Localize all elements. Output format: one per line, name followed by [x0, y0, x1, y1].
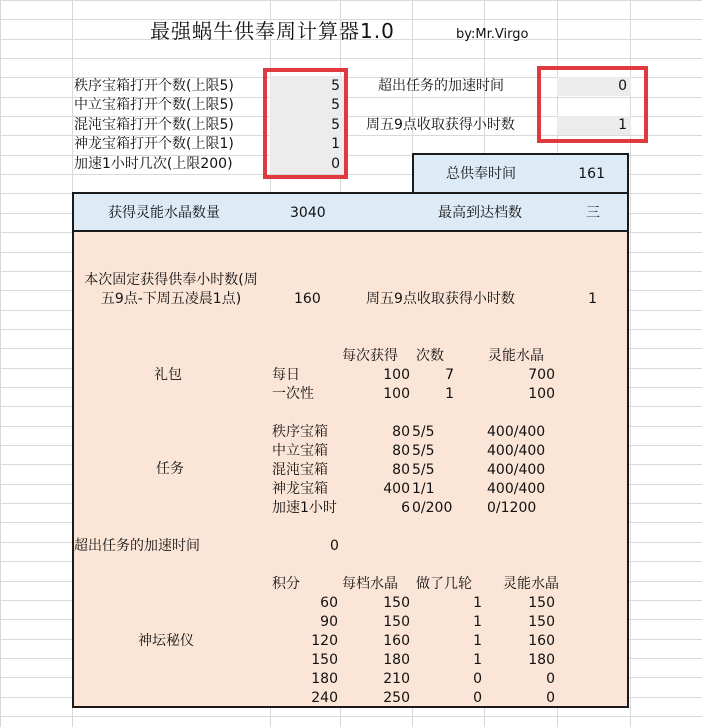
altar-row-crystal: 0	[546, 671, 555, 687]
extra-speed-label: 超出任务的加速时间	[378, 78, 504, 94]
task-row-count: 1/1	[412, 481, 435, 497]
altar-row-points: 90	[320, 614, 338, 630]
altar-row-crystal: 0	[546, 690, 555, 706]
input-label-dragon-chest: 神龙宝箱打开个数(上限1)	[74, 136, 234, 152]
altar-row-per: 210	[383, 671, 410, 687]
gift-section-label: 礼包	[154, 367, 182, 383]
gift-header-count: 次数	[416, 348, 444, 364]
extra-speed-summary-label: 超出任务的加速时间	[74, 538, 200, 554]
altar-row-crystal: 160	[528, 633, 555, 649]
gift-row-per: 100	[383, 367, 410, 383]
altar-row-rounds: 1	[473, 595, 482, 611]
fixed-friday-value: 1	[588, 291, 597, 307]
total-label: 总供奉时间	[446, 166, 516, 182]
fixed-friday-label: 周五9点收取获得小时数	[366, 291, 515, 307]
crystal-value: 3040	[290, 205, 326, 221]
task-row-count: 0/200	[412, 500, 453, 516]
gift-row-name: 一次性	[272, 386, 314, 402]
task-row-name: 中立宝箱	[272, 443, 328, 459]
gift-header-crystal: 灵能水晶	[488, 348, 544, 364]
input-label-order-chest: 秩序宝箱打开个数(上限5)	[74, 78, 234, 94]
task-row-per: 6	[401, 500, 410, 516]
task-row-name: 混沌宝箱	[272, 462, 328, 478]
input-neutral-chest[interactable]: 5	[331, 97, 340, 113]
task-row-count: 5/5	[412, 443, 435, 459]
task-row-per: 80	[392, 443, 410, 459]
altar-row-crystal: 180	[528, 652, 555, 668]
altar-row-per: 150	[383, 614, 410, 630]
input-order-chest[interactable]: 5	[331, 78, 340, 94]
task-row-name: 加速1小时	[272, 500, 337, 516]
altar-section-label: 神坛秘仪	[138, 633, 194, 649]
fixed-hours-label: 本次固定获得供奉小时数(周五9点-下周五凌晨1点)	[84, 272, 258, 307]
task-row-name: 秩序宝箱	[272, 424, 328, 440]
task-row-per: 400	[383, 481, 410, 497]
crystal-label: 获得灵能水晶数量	[108, 205, 220, 221]
task-row-name: 神龙宝箱	[272, 481, 328, 497]
gift-row-crystal: 100	[528, 386, 555, 402]
total-value: 161	[578, 166, 605, 182]
extra-speed-input[interactable]: 0	[618, 78, 627, 94]
gift-header-per: 每次获得	[342, 348, 398, 364]
gift-row-per: 100	[383, 386, 410, 402]
gift-row-count: 7	[445, 367, 454, 383]
altar-row-points: 240	[311, 690, 338, 706]
altar-row-per: 160	[383, 633, 410, 649]
fixed-hours-value: 160	[294, 291, 321, 307]
input-label-speedup: 加速1小时几次(上限200)	[74, 156, 233, 172]
task-row-count: 5/5	[412, 424, 435, 440]
altar-row-per: 150	[383, 595, 410, 611]
input-chaos-chest[interactable]: 5	[331, 117, 340, 133]
gift-row-count: 1	[445, 386, 454, 402]
altar-row-points: 150	[311, 652, 338, 668]
task-section-label: 任务	[156, 461, 184, 477]
altar-row-points: 180	[311, 671, 338, 687]
input-dragon-chest[interactable]: 1	[331, 136, 340, 152]
altar-row-rounds: 0	[473, 671, 482, 687]
altar-header-rounds: 做了几轮	[416, 576, 472, 592]
input-highlight-box-right	[537, 66, 648, 143]
gift-row-name: 每日	[272, 367, 300, 383]
input-label-neutral-chest: 中立宝箱打开个数(上限5)	[74, 97, 234, 113]
altar-row-rounds: 1	[473, 633, 482, 649]
friday-hours-input[interactable]: 1	[618, 117, 627, 133]
altar-row-rounds: 0	[473, 690, 482, 706]
altar-row-crystal: 150	[528, 614, 555, 630]
altar-header-per: 每档水晶	[342, 576, 398, 592]
task-row-crystal: 0/1200	[487, 500, 537, 516]
author-credit: by:Mr.Virgo	[456, 27, 529, 42]
altar-row-points: 60	[320, 595, 338, 611]
task-row-per: 80	[392, 462, 410, 478]
friday-hours-label: 周五9点收取获得小时数	[366, 117, 515, 133]
extra-speed-summary-value: 0	[330, 538, 339, 554]
task-row-crystal: 400/400	[487, 462, 546, 478]
tier-value: 三	[586, 205, 600, 221]
input-speedup[interactable]: 0	[331, 156, 340, 172]
altar-header-points: 积分	[272, 576, 300, 592]
task-row-count: 5/5	[412, 462, 435, 478]
altar-row-rounds: 1	[473, 652, 482, 668]
input-label-chaos-chest: 混沌宝箱打开个数(上限5)	[74, 117, 234, 133]
altar-row-per: 250	[383, 690, 410, 706]
altar-row-rounds: 1	[473, 614, 482, 630]
task-row-crystal: 400/400	[487, 424, 546, 440]
altar-row-points: 120	[311, 633, 338, 649]
altar-row-crystal: 150	[528, 595, 555, 611]
task-row-crystal: 400/400	[487, 443, 546, 459]
page-title: 最强蜗牛供奉周计算器1.0	[150, 19, 395, 43]
task-row-crystal: 400/400	[487, 481, 546, 497]
altar-header-crystal: 灵能水晶	[503, 576, 559, 592]
tier-label: 最高到达档数	[438, 205, 522, 221]
gift-row-crystal: 700	[528, 367, 555, 383]
task-row-per: 80	[392, 424, 410, 440]
input-highlight-box-left	[263, 68, 348, 179]
altar-row-per: 180	[383, 652, 410, 668]
